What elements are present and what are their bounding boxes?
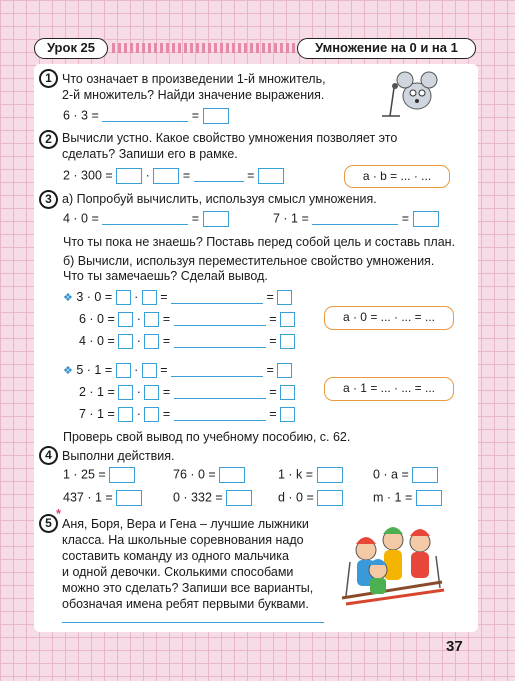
answer-box[interactable]: [142, 363, 157, 378]
group2-row-1: [63, 363, 292, 378]
task5-line-3: составить команду из одного мальчика: [62, 549, 289, 563]
group2-row-2: [79, 385, 295, 400]
answer-line[interactable]: [174, 387, 266, 399]
task5-line-5: можно это сделать? Запиши все варианты,: [62, 581, 314, 595]
answer-line[interactable]: [171, 292, 263, 304]
task-number-4: 4: [39, 446, 58, 465]
task2-text-line1: Вычисли устно. Какое свойство умножения позволяет это: [62, 131, 398, 145]
task3-part-b-line1: б) Вычисли, используя переместительное свойство умножения.: [63, 254, 435, 268]
multiply-dot: ·: [145, 168, 150, 183]
multiply-dot: ·: [136, 385, 141, 399]
expr-text: 7 · 1 =: [79, 407, 115, 421]
multiply-dot: ·: [136, 334, 141, 348]
task-number-3: 3: [39, 190, 58, 209]
task3-part-a: а) Попробуй вычислить, используя смысл умножения.: [62, 192, 377, 206]
answer-box[interactable]: [153, 168, 179, 184]
equals-sign: =: [162, 385, 171, 399]
answer-box[interactable]: [412, 467, 438, 483]
task5-answer-line[interactable]: [62, 611, 324, 623]
task-number-2: 2: [39, 130, 58, 149]
task4-r2c2: [173, 490, 252, 506]
task4-r2c4: [373, 490, 442, 506]
expr-text: 1 · k =: [278, 467, 314, 482]
group1-row-3: [79, 334, 295, 349]
answer-box[interactable]: [280, 385, 295, 400]
lesson-badge: Урок 25: [34, 38, 108, 59]
answer-box[interactable]: [116, 363, 131, 378]
diamond-bullet-icon: ❖: [63, 365, 73, 377]
task4-r2c3: [278, 490, 343, 506]
task1-text-line2: 2-й множитель? Найди значение выражения.: [62, 88, 325, 102]
equals-sign: =: [269, 312, 277, 326]
expr-text: 2 · 1 =: [79, 385, 115, 399]
equals-sign: =: [269, 385, 277, 399]
answer-box[interactable]: [144, 407, 159, 422]
equals-sign: =: [160, 363, 168, 377]
task1-text-line1: Что означает в произведении 1-й множитель,: [62, 72, 326, 86]
topic-badge: Умножение на 0 и на 1: [297, 38, 476, 59]
expr-text: 7 · 1 =: [273, 211, 309, 226]
answer-box[interactable]: [203, 211, 229, 227]
diamond-bullet-icon: ❖: [63, 292, 73, 304]
expr-text: 6 · 0 =: [79, 312, 115, 326]
equals-sign: =: [182, 168, 191, 183]
answer-box[interactable]: [118, 334, 133, 349]
equals-sign: =: [160, 290, 168, 304]
answer-box[interactable]: [219, 467, 245, 483]
answer-box[interactable]: [144, 312, 159, 327]
multiply-dot: ·: [134, 290, 139, 304]
answer-box[interactable]: [317, 467, 343, 483]
equals-sign: =: [269, 334, 277, 348]
task1-expression: [63, 108, 229, 124]
expr-text: 4 · 0 =: [79, 334, 115, 348]
group2-row-3: [79, 407, 295, 422]
answer-line[interactable]: [194, 170, 244, 182]
task2-expression: [63, 168, 284, 184]
answer-line[interactable]: [174, 336, 266, 348]
property-frame-zero: a · 0 = ... · ... = ...: [324, 306, 454, 330]
answer-box[interactable]: [118, 385, 133, 400]
expr-text: 3 · 0 =: [76, 290, 113, 304]
children-skiing-illustration: [338, 512, 448, 607]
group1-row-1: [63, 290, 292, 305]
task3-part-b-line2: Что ты замечаешь? Сделай вывод.: [63, 269, 268, 283]
expr-text: m · 1 =: [373, 490, 413, 505]
answer-line[interactable]: [174, 314, 266, 326]
answer-box[interactable]: [118, 312, 133, 327]
equals-sign: =: [162, 312, 171, 326]
expr-text: 0 · 332 =: [173, 490, 223, 505]
answer-box[interactable]: [116, 290, 131, 305]
header-stripes: [112, 43, 298, 53]
task3-expression-1: [63, 211, 229, 227]
expr-text: 4 · 0 =: [63, 211, 99, 226]
equals-sign: =: [247, 168, 255, 183]
answer-box[interactable]: [144, 385, 159, 400]
expr-text: 2 · 300 =: [63, 168, 113, 183]
task5-line-1: Аня, Боря, Вера и Гена – лучшие лыжники: [62, 517, 309, 531]
expr-text: 437 · 1 =: [63, 490, 113, 505]
task3-check: Проверь свой вывод по учебному пособию, с. 62.: [63, 430, 351, 444]
equals-sign: =: [162, 334, 171, 348]
answer-box[interactable]: [413, 211, 439, 227]
expr-text: 0 · a =: [373, 467, 409, 482]
answer-box[interactable]: [226, 490, 252, 506]
answer-box[interactable]: [203, 108, 229, 124]
equals-sign: =: [401, 211, 410, 226]
answer-box[interactable]: [416, 490, 442, 506]
equals-sign: =: [191, 211, 200, 226]
mouse-with-microphone-illustration: [372, 66, 442, 118]
answer-box[interactable]: [280, 407, 295, 422]
task4-r1c3: [278, 467, 343, 483]
task3-question: Что ты пока не знаешь? Поставь перед собой цель и составь план.: [63, 235, 456, 249]
answer-box[interactable]: [258, 168, 284, 184]
multiply-dot: ·: [134, 363, 139, 377]
expr-text: 1 · 25 =: [63, 467, 106, 482]
task4-r1c2: [173, 467, 245, 483]
task5-line-4: и одной девочки. Сколькими способами: [62, 565, 294, 579]
task4-r1c4: [373, 467, 438, 483]
expr-text: 76 · 0 =: [173, 467, 216, 482]
answer-box[interactable]: [280, 334, 295, 349]
answer-line[interactable]: [102, 213, 188, 225]
answer-box[interactable]: [277, 290, 292, 305]
property-frame-one: a · 1 = ... · ... = ...: [324, 377, 454, 401]
task4-title: Выполни действия.: [62, 449, 175, 463]
answer-box[interactable]: [116, 490, 142, 506]
answer-line[interactable]: [312, 213, 398, 225]
expr-text: d · 0 =: [278, 490, 314, 505]
equals-sign: =: [269, 407, 277, 421]
task5-line-2: класса. На школьные соревнования надо: [62, 533, 304, 547]
multiply-dot: ·: [136, 312, 141, 326]
equals-sign: =: [191, 108, 200, 123]
task5-line-6: обозначая имена ребят первыми буквами.: [62, 597, 309, 611]
equals-sign: =: [266, 363, 274, 377]
answer-box[interactable]: [317, 490, 343, 506]
task-number-1: 1: [39, 69, 58, 88]
answer-box[interactable]: [280, 312, 295, 327]
answer-line[interactable]: [171, 365, 263, 377]
answer-line[interactable]: [174, 409, 266, 421]
task2-text-line2: сделать? Запиши его в рамке.: [62, 147, 238, 161]
group1-row-2: [79, 312, 295, 327]
equals-sign: =: [162, 407, 171, 421]
answer-box[interactable]: [277, 363, 292, 378]
task4-r2c1: [63, 490, 142, 506]
answer-line[interactable]: [102, 110, 188, 122]
answer-box[interactable]: [118, 407, 133, 422]
page-number: 37: [446, 638, 463, 655]
equals-sign: =: [266, 290, 274, 304]
answer-box[interactable]: [142, 290, 157, 305]
answer-box[interactable]: [116, 168, 142, 184]
difficulty-star-icon: *: [56, 506, 62, 521]
task3-expression-2: [273, 211, 439, 227]
task4-r1c1: [63, 467, 135, 483]
multiply-dot: ·: [136, 407, 141, 421]
expr-text: 5 · 1 =: [76, 363, 113, 377]
property-frame-commutative: a · b = ... · ...: [344, 165, 450, 188]
answer-box[interactable]: [144, 334, 159, 349]
task-number-5: 5: [39, 514, 58, 533]
expr-text: 6 · 3 =: [63, 108, 99, 123]
answer-box[interactable]: [109, 467, 135, 483]
